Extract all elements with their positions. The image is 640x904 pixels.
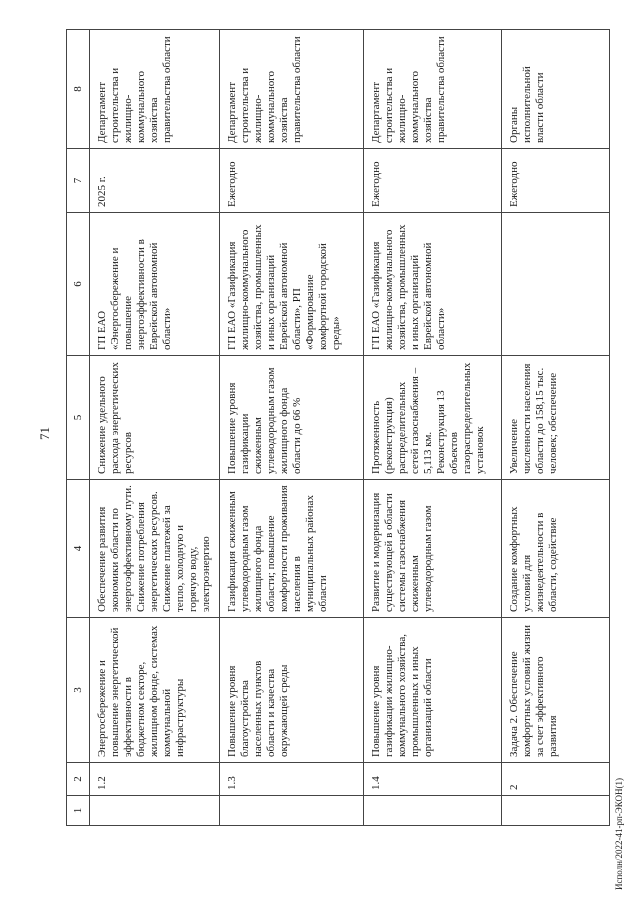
table-row (220, 30, 364, 826)
header-cell: 8 (67, 30, 90, 149)
table-cell (90, 796, 220, 826)
table-cell: 1.2 (90, 763, 220, 796)
table-cell (364, 796, 502, 826)
table-cell: Департамент строительства и жилищно-коммунального хозяйства правительства области (364, 30, 502, 149)
table-cell: 1.4 (364, 763, 502, 796)
table-cell: 2 (502, 763, 610, 796)
table-cell: 1.3 (220, 763, 364, 796)
table-cell: Увеличение численности населения области до 158,15 тыс. человек; обеспечение (502, 356, 610, 480)
table-cell: Повышение уровня газификации сжиженным углеводородным газом жилищного фонда области до 66 % (220, 356, 364, 480)
table-row (364, 30, 502, 826)
table-row (90, 30, 220, 826)
table-cell: Снижение удельного расхода энергетических ресурсов (90, 356, 220, 480)
table-cell: ГП ЕАО «Энергосбережение и повышение энергоэффективности в Еврейской автономной области» (90, 213, 220, 356)
table-cell: Энергосбережение и повышение энергетической эффективности в бюджетном секторе, жилищном фонде, системах коммунальной инфраструктуры (90, 618, 220, 763)
header-cell: 2 (67, 763, 90, 796)
header-cell: 4 (67, 480, 90, 618)
document-code: Исполн/2022-41-рп-ЭКОН(1) (614, 777, 624, 890)
table-cell: Создание комфортных условий для жизнедеятельности в области, содействие (502, 480, 610, 618)
rotated-table-container (66, 30, 610, 826)
table-cell: Задача 2. Обеспечение комфортных условий жизни за счет эффективного развития (502, 618, 610, 763)
header-cell: 6 (67, 213, 90, 356)
plan-table (66, 29, 610, 826)
table-header-row (67, 30, 90, 826)
table-cell: Повышение уровня благоустройства населенных пунктов области и качества окружающей среды (220, 618, 364, 763)
table-cell: Департамент строительства и жилищно-коммунального хозяйства правительства области (220, 30, 364, 149)
table-cell: Развитие и модернизация существующей в области системы газоснабжения сжиженным углеводородным газом (364, 480, 502, 618)
table-cell: Протяженность (реконструкция) распределительных сетей газоснабжения – 5,113 км. Реконструкция 13 объектов газораспределительных установок (364, 356, 502, 480)
page-number: 71 (37, 427, 52, 440)
table-cell (502, 796, 610, 826)
table-cell (502, 213, 610, 356)
table-cell: Обеспечение развития экономики области по энергоэффективному пути. Снижение потребления энергетических ресурсов. Снижение платежей за тепло, холодную и горячую воду, электроэнергию (90, 480, 220, 618)
table-cell: ГП ЕАО «Газификация жилищно-коммунального хозяйства, промышленных и иных организаций Еврейской автономной области» (364, 213, 502, 356)
table-cell: Департамент строительства и жилищно-коммунального хозяйства правительства области (90, 30, 220, 149)
table-cell: 2025 г. (90, 149, 220, 213)
table-cell: Органы исполнительной власти области (502, 30, 610, 149)
header-cell: 1 (67, 796, 90, 826)
table-cell: Повышение уровня газификации жилищно-коммунального хозяйства, промышленных и иных организаций области (364, 618, 502, 763)
table-cell: Ежегодно (364, 149, 502, 213)
table-cell (220, 796, 364, 826)
header-cell: 7 (67, 149, 90, 213)
header-cell: 5 (67, 356, 90, 480)
table-cell: Ежегодно (220, 149, 364, 213)
table-cell: Ежегодно (502, 149, 610, 213)
table-cell: Газификация сжиженным углеводородным газом жилищного фонда области; повышение комфортности проживания населения в муниципальных районах области (220, 480, 364, 618)
table-row (502, 30, 610, 826)
table-cell: ГП ЕАО «Газификация жилищно-коммунального хозяйства, промышленных и иных организаций Еврейской автономной области», РП «Формирование комфортной городской среды» (220, 213, 364, 356)
header-cell: 3 (67, 618, 90, 763)
